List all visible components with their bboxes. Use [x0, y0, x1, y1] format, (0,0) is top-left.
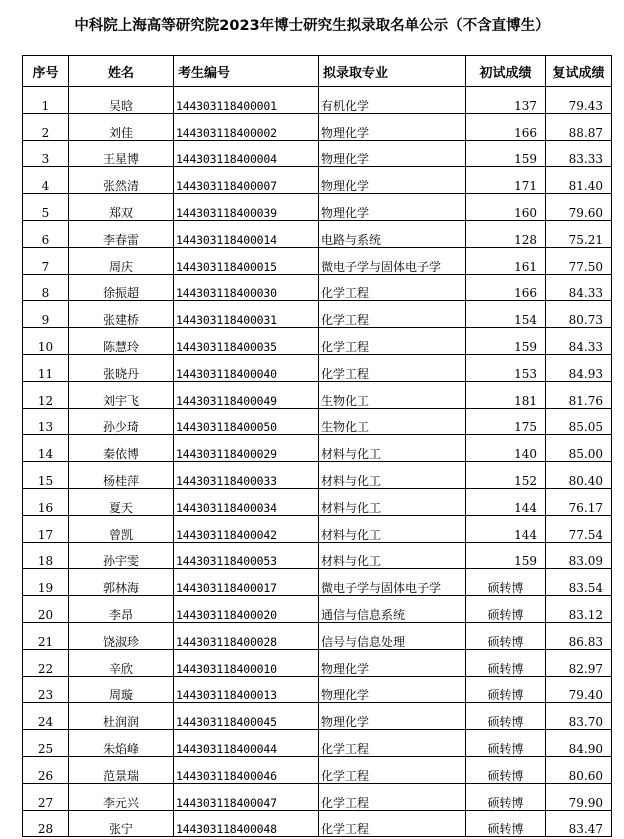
- cell-prelim-score: 硕转博: [466, 676, 546, 703]
- cell-name: 刘佳: [69, 113, 174, 140]
- cell-retest-score: 83.47: [546, 810, 612, 837]
- cell-major: 材料与化工: [319, 488, 466, 515]
- cell-name: 王星博: [69, 140, 174, 167]
- cell-prelim-score: 154: [466, 301, 546, 328]
- cell-seq: 5: [23, 194, 69, 221]
- table-row: [23, 167, 612, 194]
- cell-prelim-score: 159: [466, 328, 546, 355]
- cell-prelim-score: 159: [466, 140, 546, 167]
- cell-prelim-score: 137: [466, 87, 546, 114]
- table-row: [23, 408, 612, 435]
- table-row: [23, 730, 612, 757]
- cell-prelim-score: 128: [466, 220, 546, 247]
- cell-seq: 12: [23, 381, 69, 408]
- page-title: 中科院上海高等研究院2023年博士研究生拟录取名单公示（不含直博生）: [74, 18, 550, 34]
- cell-seq: 2: [23, 113, 69, 140]
- cell-retest-score: 77.50: [546, 247, 612, 274]
- table-row: [23, 569, 612, 596]
- table-row: [23, 783, 612, 810]
- cell-major: 材料与化工: [319, 542, 466, 569]
- cell-seq: 20: [23, 596, 69, 623]
- cell-exam-id: 144303118400044: [174, 730, 319, 757]
- cell-retest-score: 83.70: [546, 703, 612, 730]
- cell-prelim-score: 硕转博: [466, 783, 546, 810]
- cell-retest-score: 84.33: [546, 328, 612, 355]
- cell-name: 夏天: [69, 488, 174, 515]
- cell-exam-id: 144303118400049: [174, 381, 319, 408]
- table-row: [23, 542, 612, 569]
- cell-exam-id: 144303118400001: [174, 87, 319, 114]
- cell-name: 周璇: [69, 676, 174, 703]
- header-exam-id: 考生编号: [174, 56, 319, 87]
- cell-seq: 19: [23, 569, 69, 596]
- cell-retest-score: 84.90: [546, 730, 612, 757]
- cell-major: 化学工程: [319, 783, 466, 810]
- cell-retest-score: 86.83: [546, 622, 612, 649]
- table-row: [23, 87, 612, 114]
- cell-prelim-score: 硕转博: [466, 569, 546, 596]
- cell-retest-score: 80.60: [546, 756, 612, 783]
- cell-major: 微电子学与固体电子学: [319, 247, 466, 274]
- cell-prelim-score: 175: [466, 408, 546, 435]
- cell-name: 孙少琦: [69, 408, 174, 435]
- cell-seq: 10: [23, 328, 69, 355]
- table-row: [23, 622, 612, 649]
- cell-exam-id: 144303118400034: [174, 488, 319, 515]
- cell-major: 物理化学: [319, 194, 466, 221]
- cell-retest-score: 75.21: [546, 220, 612, 247]
- cell-exam-id: 144303118400004: [174, 140, 319, 167]
- cell-exam-id: 144303118400017: [174, 569, 319, 596]
- table-row: [23, 381, 612, 408]
- table-row: [23, 354, 612, 381]
- cell-exam-id: 144303118400048: [174, 810, 319, 837]
- cell-prelim-score: 152: [466, 462, 546, 489]
- cell-major: 材料与化工: [319, 515, 466, 542]
- cell-major: 物理化学: [319, 703, 466, 730]
- cell-name: 李元兴: [69, 783, 174, 810]
- cell-major: 通信与信息系统: [319, 596, 466, 623]
- cell-major: 电路与系统: [319, 220, 466, 247]
- cell-seq: 24: [23, 703, 69, 730]
- cell-prelim-score: 153: [466, 354, 546, 381]
- cell-major: 化学工程: [319, 354, 466, 381]
- table-row: [23, 756, 612, 783]
- cell-name: 杨桂萍: [69, 462, 174, 489]
- cell-major: 物理化学: [319, 140, 466, 167]
- table-row: [23, 488, 612, 515]
- cell-seq: 22: [23, 649, 69, 676]
- cell-seq: 23: [23, 676, 69, 703]
- cell-retest-score: 82.97: [546, 649, 612, 676]
- cell-prelim-score: 166: [466, 113, 546, 140]
- cell-retest-score: 83.12: [546, 596, 612, 623]
- cell-major: 化学工程: [319, 274, 466, 301]
- cell-name: 曾凯: [69, 515, 174, 542]
- cell-exam-id: 144303118400029: [174, 435, 319, 462]
- header-seq: 序号: [23, 56, 69, 87]
- cell-seq: 15: [23, 462, 69, 489]
- cell-retest-score: 83.09: [546, 542, 612, 569]
- cell-major: 化学工程: [319, 756, 466, 783]
- cell-major: 物理化学: [319, 649, 466, 676]
- cell-seq: 11: [23, 354, 69, 381]
- table-row: [23, 703, 612, 730]
- cell-seq: 18: [23, 542, 69, 569]
- cell-prelim-score: 171: [466, 167, 546, 194]
- table-row: [23, 274, 612, 301]
- cell-exam-id: 144303118400015: [174, 247, 319, 274]
- cell-exam-id: 144303118400039: [174, 194, 319, 221]
- cell-name: 张宁: [69, 810, 174, 837]
- cell-major: 材料与化工: [319, 435, 466, 462]
- cell-seq: 6: [23, 220, 69, 247]
- cell-exam-id: 144303118400030: [174, 274, 319, 301]
- cell-seq: 27: [23, 783, 69, 810]
- cell-seq: 4: [23, 167, 69, 194]
- cell-seq: 7: [23, 247, 69, 274]
- cell-major: 物理化学: [319, 167, 466, 194]
- cell-seq: 21: [23, 622, 69, 649]
- cell-retest-score: 79.60: [546, 194, 612, 221]
- cell-name: 杜润润: [69, 703, 174, 730]
- cell-major: 化学工程: [319, 730, 466, 757]
- cell-prelim-score: 140: [466, 435, 546, 462]
- cell-major: 信号与信息处理: [319, 622, 466, 649]
- header-major: 拟录取专业: [319, 56, 466, 87]
- cell-retest-score: 81.40: [546, 167, 612, 194]
- cell-prelim-score: 硕转博: [466, 810, 546, 837]
- cell-prelim-score: 硕转博: [466, 756, 546, 783]
- cell-exam-id: 144303118400028: [174, 622, 319, 649]
- cell-major: 物理化学: [319, 676, 466, 703]
- cell-exam-id: 144303118400050: [174, 408, 319, 435]
- cell-retest-score: 83.54: [546, 569, 612, 596]
- cell-name: 饶淑珍: [69, 622, 174, 649]
- cell-name: 秦依博: [69, 435, 174, 462]
- table-row: [23, 515, 612, 542]
- cell-prelim-score: 硕转博: [466, 703, 546, 730]
- header-retest-score: 复试成绩: [546, 56, 612, 87]
- cell-exam-id: 144303118400010: [174, 649, 319, 676]
- cell-major: 化学工程: [319, 301, 466, 328]
- table-row: [23, 810, 612, 837]
- cell-prelim-score: 硕转博: [466, 596, 546, 623]
- cell-prelim-score: 硕转博: [466, 622, 546, 649]
- cell-name: 刘宇飞: [69, 381, 174, 408]
- cell-retest-score: 79.90: [546, 783, 612, 810]
- cell-prelim-score: 144: [466, 515, 546, 542]
- cell-seq: 16: [23, 488, 69, 515]
- table-row: [23, 328, 612, 355]
- admission-table: [22, 55, 612, 837]
- cell-exam-id: 144303118400035: [174, 328, 319, 355]
- cell-name: 范景瑞: [69, 756, 174, 783]
- cell-retest-score: 76.17: [546, 488, 612, 515]
- cell-name: 张建桥: [69, 301, 174, 328]
- cell-retest-score: 80.73: [546, 301, 612, 328]
- table-header-row: [23, 56, 612, 87]
- table-row: [23, 113, 612, 140]
- cell-major: 有机化学: [319, 87, 466, 114]
- cell-exam-id: 144303118400013: [174, 676, 319, 703]
- table-row: [23, 301, 612, 328]
- cell-name: 郭林海: [69, 569, 174, 596]
- cell-seq: 26: [23, 756, 69, 783]
- table-row: [23, 247, 612, 274]
- cell-exam-id: 144303118400045: [174, 703, 319, 730]
- cell-retest-score: 77.54: [546, 515, 612, 542]
- table-row: [23, 596, 612, 623]
- cell-exam-id: 144303118400040: [174, 354, 319, 381]
- cell-name: 李昂: [69, 596, 174, 623]
- cell-name: 周庆: [69, 247, 174, 274]
- cell-prelim-score: 160: [466, 194, 546, 221]
- cell-name: 辛欣: [69, 649, 174, 676]
- cell-major: 微电子学与固体电子学: [319, 569, 466, 596]
- cell-prelim-score: 159: [466, 542, 546, 569]
- cell-major: 生物化工: [319, 408, 466, 435]
- cell-prelim-score: 硕转博: [466, 649, 546, 676]
- cell-retest-score: 79.40: [546, 676, 612, 703]
- cell-major: 化学工程: [319, 810, 466, 837]
- header-name: 姓名: [69, 56, 174, 87]
- table-row: [23, 140, 612, 167]
- cell-seq: 8: [23, 274, 69, 301]
- cell-seq: 3: [23, 140, 69, 167]
- cell-exam-id: 144303118400047: [174, 783, 319, 810]
- cell-retest-score: 80.40: [546, 462, 612, 489]
- cell-seq: 13: [23, 408, 69, 435]
- cell-retest-score: 84.33: [546, 274, 612, 301]
- cell-name: 李春雷: [69, 220, 174, 247]
- cell-retest-score: 81.76: [546, 381, 612, 408]
- cell-exam-id: 144303118400002: [174, 113, 319, 140]
- cell-exam-id: 144303118400020: [174, 596, 319, 623]
- cell-name: 张晓丹: [69, 354, 174, 381]
- cell-major: 生物化工: [319, 381, 466, 408]
- table-row: [23, 435, 612, 462]
- table-row: [23, 676, 612, 703]
- cell-seq: 25: [23, 730, 69, 757]
- cell-exam-id: 144303118400033: [174, 462, 319, 489]
- cell-major: 物理化学: [319, 113, 466, 140]
- cell-name: 郑双: [69, 194, 174, 221]
- table-row: [23, 462, 612, 489]
- cell-prelim-score: 144: [466, 488, 546, 515]
- cell-seq: 28: [23, 810, 69, 837]
- cell-retest-score: 85.05: [546, 408, 612, 435]
- cell-exam-id: 144303118400046: [174, 756, 319, 783]
- cell-retest-score: 83.33: [546, 140, 612, 167]
- cell-prelim-score: 166: [466, 274, 546, 301]
- cell-seq: 17: [23, 515, 69, 542]
- table-row: [23, 649, 612, 676]
- cell-name: 孙宇雯: [69, 542, 174, 569]
- cell-name: 张然清: [69, 167, 174, 194]
- cell-prelim-score: 161: [466, 247, 546, 274]
- header-prelim-score: 初试成绩: [466, 56, 546, 87]
- cell-retest-score: 88.87: [546, 113, 612, 140]
- cell-major: 材料与化工: [319, 462, 466, 489]
- cell-name: 朱焰峰: [69, 730, 174, 757]
- cell-retest-score: 84.93: [546, 354, 612, 381]
- cell-major: 化学工程: [319, 328, 466, 355]
- cell-name: 陈慧玲: [69, 328, 174, 355]
- cell-exam-id: 144303118400053: [174, 542, 319, 569]
- cell-prelim-score: 硕转博: [466, 730, 546, 757]
- cell-seq: 9: [23, 301, 69, 328]
- cell-exam-id: 144303118400042: [174, 515, 319, 542]
- table-row: [23, 194, 612, 221]
- cell-retest-score: 79.43: [546, 87, 612, 114]
- cell-seq: 1: [23, 87, 69, 114]
- cell-seq: 14: [23, 435, 69, 462]
- cell-exam-id: 144303118400007: [174, 167, 319, 194]
- cell-exam-id: 144303118400031: [174, 301, 319, 328]
- cell-prelim-score: 181: [466, 381, 546, 408]
- cell-exam-id: 144303118400014: [174, 220, 319, 247]
- cell-name: 吴晗: [69, 87, 174, 114]
- table-row: [23, 220, 612, 247]
- cell-retest-score: 85.00: [546, 435, 612, 462]
- cell-name: 徐振超: [69, 274, 174, 301]
